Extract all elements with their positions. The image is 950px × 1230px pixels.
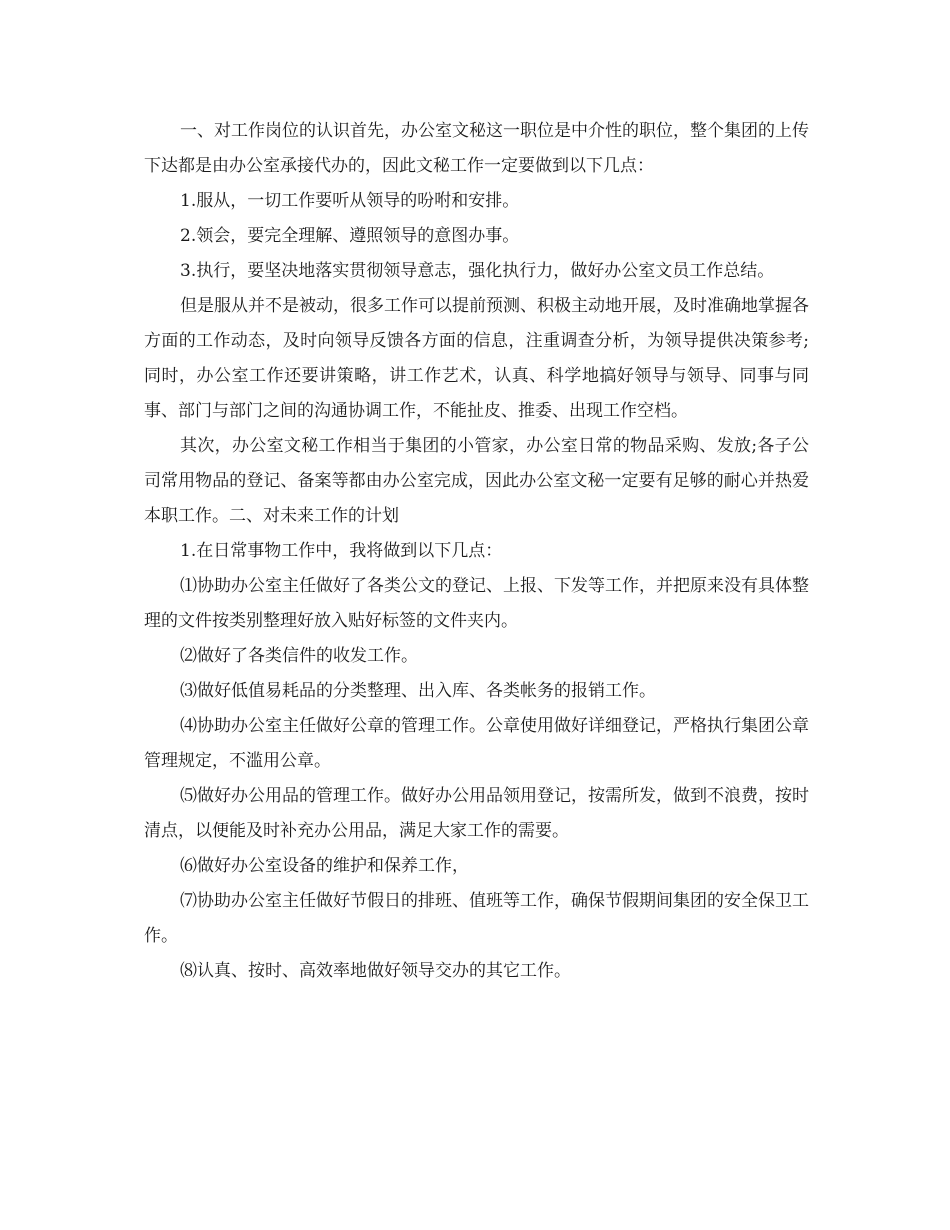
paragraph-item-4: ⑷协助办公室主任做好公章的管理工作。公章使用做好详细登记，严格执行集团公章管理规定，不滥用公章。 <box>144 716 809 771</box>
paragraph-item-3: ⑶做好低值易耗品的分类整理、出入库、各类帐务的报销工作。 <box>180 681 656 701</box>
paragraph-item-1: ⑴协助办公室主任做好了各类公文的登记、上报、下发等工作，并把原来没有具体整理的文件按类别整理好放入贴好标签的文件夹内。 <box>144 576 809 631</box>
paragraph-item-2: ⑵做好了各类信件的收发工作。 <box>180 646 418 666</box>
document-body <box>144 114 809 989</box>
paragraph-point-obey: 1.服从，一切工作要听从领导的吩咐和安排。 <box>180 191 520 211</box>
paragraph-daily-work-heading: 1.在日常事物工作中，我将做到以下几点： <box>180 541 503 561</box>
paragraph-housekeeper: 其次，办公室文秘工作相当于集团的小管家，办公室日常的物品采购、发放;各子公司常用物品的登记、备案等都由办公室完成，因此办公室文秘一定要有足够的耐心并热爱本职工作。二、对未来工作的计划 <box>144 436 809 526</box>
paragraph-section-one-intro: 一、对工作岗位的认识首先，办公室文秘这一职位是中介性的职位，整个集团的上传下达都是由办公室承接代办的，因此文秘工作一定要做到以下几点： <box>144 121 809 176</box>
paragraph-item-7: ⑺协助办公室主任做好节假日的排班、值班等工作，确保节假期间集团的安全保卫工作。 <box>144 891 809 946</box>
paragraph-item-8: ⑻认真、按时、高效率地做好领导交办的其它工作。 <box>180 961 571 981</box>
paragraph-point-execute: 3.执行，要坚决地落实贯彻领导意志，强化执行力，做好办公室文员工作总结。 <box>180 261 775 281</box>
paragraph-item-5: ⑸做好办公用品的管理工作。做好办公用品领用登记，按需所发，做到不浪费，按时清点，以便能及时补充办公用品，满足大家工作的需要。 <box>144 786 809 841</box>
paragraph-point-understand: 2.领会，要完全理解、遵照领导的意图办事。 <box>180 226 520 246</box>
paragraph-item-6: ⑹做好办公室设备的维护和保养工作， <box>180 856 469 876</box>
paragraph-proactive: 但是服从并不是被动，很多工作可以提前预测、积极主动地开展，及时准确地掌握各方面的工作动态，及时向领导反馈各方面的信息，注重调查分析，为领导提供决策参考;同时，办公室工作还要讲策略，讲工作艺术，认真、科学地搞好领导与领导、同事与同事、部门与部门之间的沟通协调工作，不能扯皮、推委、出现工作空档。 <box>144 296 809 421</box>
